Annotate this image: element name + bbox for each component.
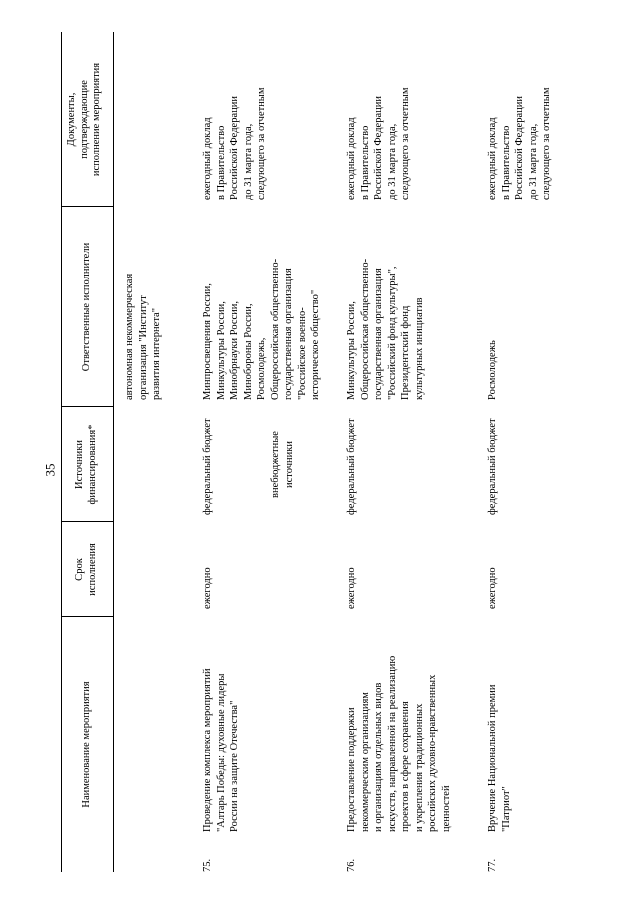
- row-number: 75.: [202, 858, 213, 872]
- header-bottom-rule: [113, 32, 114, 872]
- measure-name: Проведение комплекса мероприятий "Алтарь Победы: духовные лидеры России на защите Отечества": [202, 668, 240, 832]
- header-executors: Ответственные исполнители: [81, 242, 92, 372]
- executors: Росмолодежь: [487, 340, 498, 400]
- measure-name: Предоставление поддержки некоммерческим организациям и организациям отдельных видов искусств, направленной на реализацию проектов в сфере сохранения и укрепления традиционных российских духовно-нравственных ценностей: [346, 655, 452, 832]
- confirming-docs: ежегодный доклад в Правительство Российской Федерации до 31 марта года, следующего за отчетным: [346, 87, 411, 200]
- rotated-table: [61, 32, 609, 872]
- confirming-docs: ежегодный доклад в Правительство Российской Федерации до 31 марта года, следующего за отчетным: [487, 87, 552, 200]
- header-funding: Источники финансирования*: [74, 424, 98, 505]
- executors: Минпросвещения России, Минкультуры России, Минобрнауки России, Минобороны России, Росмолодежь, Общероссийская общественно- государственная организация "Российское военно- историческое общество": [202, 258, 321, 400]
- header-docs: Документы, подтверждающие исполнение мероприятия: [66, 62, 102, 177]
- page-number: 35: [42, 463, 58, 477]
- execution-term: ежегодно: [487, 567, 498, 609]
- funding-source: федеральный бюджет: [202, 418, 213, 515]
- header-term: Срок исполнения: [74, 543, 98, 596]
- header-name: Наименование мероприятия: [81, 681, 92, 808]
- row-number: 76.: [346, 858, 357, 872]
- funding-source: федеральный бюджет: [346, 418, 357, 515]
- confirming-docs: ежегодный доклад в Правительство Российской Федерации до 31 марта года, следующего за отчетным: [202, 87, 267, 200]
- executors: Минкультуры России, Общероссийская общественно- государственная организация "Российский фонд культуры", Президентский фонд культурных инициатив: [346, 258, 425, 400]
- row-number: 77.: [487, 858, 498, 872]
- table-top-rule: [61, 32, 62, 872]
- execution-term: ежегодно: [202, 567, 213, 609]
- measure-name: Вручение Национальной премии "Патриот": [487, 684, 512, 832]
- funding-source-extra: внебюджетные источники: [270, 431, 295, 498]
- execution-term: ежегодно: [346, 567, 357, 609]
- continuation-executors: автономная некоммерческая организация "Институт развития интернета": [124, 273, 162, 400]
- funding-source: федеральный бюджет: [487, 418, 498, 515]
